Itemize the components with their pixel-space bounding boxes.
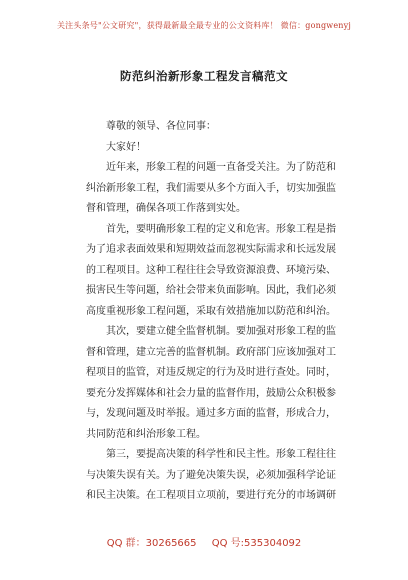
- text-line: 为了追求表面效果和短期效益而忽视实际需求和长远发展: [86, 244, 336, 255]
- text-line: 其次，要建立健全监督机制。要加强对形象工程的监: [106, 326, 336, 337]
- text-line: 纠治新形象工程，我们需要从多个方面入手，切实加强监: [86, 182, 336, 194]
- footer-qq-group: [107, 538, 197, 549]
- text-line: 首先，要明确形象工程的定义和危害。形象工程是指: [106, 223, 336, 235]
- footer-qq-group-value: 30265665: [145, 538, 197, 549]
- footer-qq-number-label: QQ 号:: [211, 538, 245, 549]
- text-line: 程项目的监管，对违反规定的行为及时进行查处。同时，: [86, 367, 336, 378]
- footer-contact: [0, 534, 408, 549]
- text-line: 高度重视形象工程问题，采取有效措施加以防范和纠治。: [86, 305, 336, 317]
- text-line: 与，发现问题及时举报。通过多方面的监督，形成合力，: [86, 408, 336, 419]
- text-line: 损害民生等问题，给社会带来负面影响。因此，我们必须: [86, 285, 336, 296]
- document-body: [86, 117, 336, 507]
- footer-qq-group-label: QQ 群：: [106, 538, 146, 549]
- text-line: 近年来，形象工程的问题一直备受关注。为了防范和: [106, 162, 336, 173]
- text-line: 的工程项目。这种工程往往会导致资源浪费、环境污染、: [86, 264, 336, 276]
- footer-qq-number: [212, 538, 302, 549]
- text-line: 和民主决策。在工程项目立项前，要进行充分的市场调研: [86, 490, 336, 501]
- text-line: 大家好！: [106, 141, 146, 153]
- text-line: 要充分发挥媒体和社会力量的监督作用，鼓励公众积极参: [86, 387, 336, 399]
- text-line: 共同防范和纠治形象工程。: [86, 428, 206, 440]
- text-line: 督和管理，确保各项工作落到实处。: [86, 203, 246, 214]
- text-line: 督和管理，建立完善的监督机制。政府部门应该加强对工: [86, 346, 336, 358]
- text-line: 尊敬的领导、各位同事：: [106, 121, 216, 132]
- footer-qq-number-value: 535304092: [244, 538, 302, 549]
- header-banner: 关注头条号"公文研究"，获得最新最全最专业的公文资料库！ 微信：gongwenyj: [56, 21, 352, 30]
- text-line: 与决策失误有关。为了避免决策失误，必须加强科学论证: [86, 469, 336, 481]
- document-title: 防范纠治新形象工程发言稿范文: [120, 69, 288, 83]
- text-line: 第三，要提高决策的科学性和民主性。形象工程往往: [106, 449, 336, 460]
